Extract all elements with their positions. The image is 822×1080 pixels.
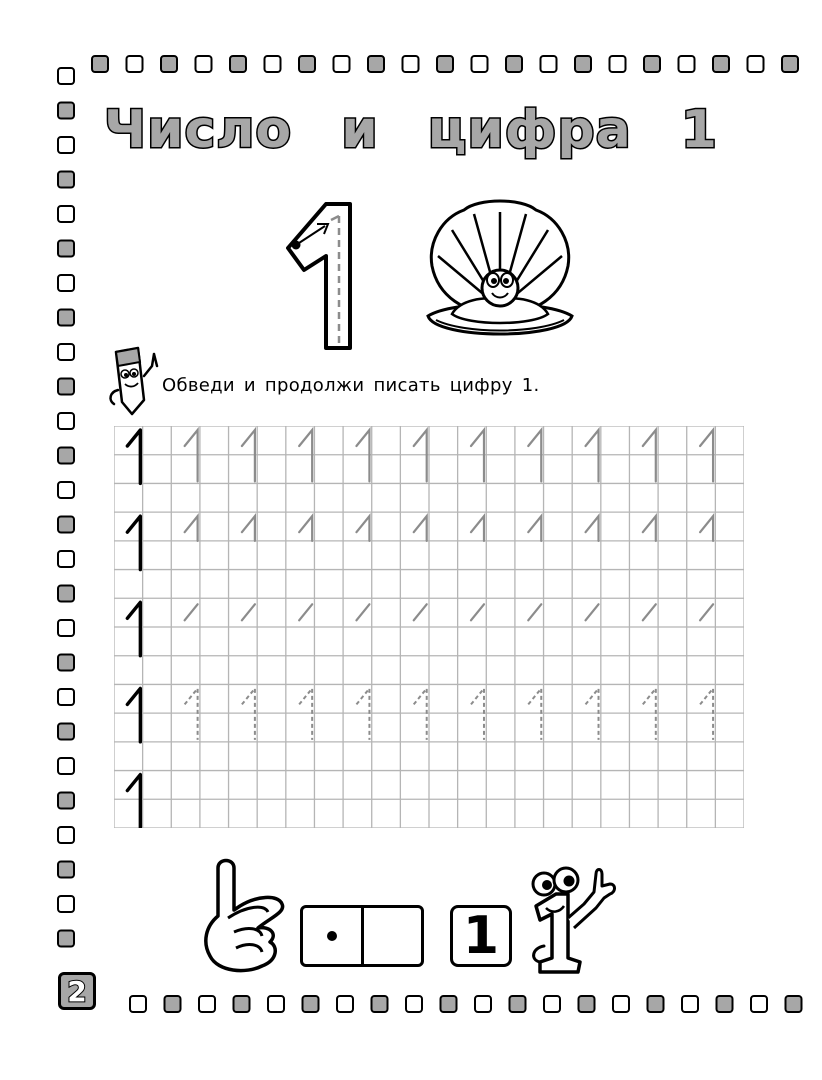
tracing-stroke xyxy=(185,604,198,620)
border-square xyxy=(579,996,595,1012)
tracing-hook xyxy=(242,516,255,541)
border-square xyxy=(475,996,491,1012)
border-square xyxy=(713,56,729,72)
tracing-digit-one xyxy=(356,430,369,481)
sample-digit-one xyxy=(127,602,140,655)
border-square xyxy=(682,996,698,1012)
tracing-hook xyxy=(586,516,599,541)
tracing-hook xyxy=(299,516,312,541)
border-square xyxy=(644,56,660,72)
tracing-hook xyxy=(700,516,713,541)
tracing-digit-one xyxy=(242,430,255,481)
border-square xyxy=(58,206,74,222)
finger-hand-icon xyxy=(198,856,290,976)
sample-digit-one xyxy=(127,775,140,828)
border-square xyxy=(299,56,315,72)
border-square xyxy=(58,827,74,843)
border-square xyxy=(58,275,74,291)
digit-card xyxy=(450,905,512,967)
border-square xyxy=(196,56,212,72)
border-square xyxy=(58,482,74,498)
border-square xyxy=(334,56,350,72)
dashed-digit-one xyxy=(414,688,427,739)
tracing-digit-one xyxy=(299,430,312,481)
border-square xyxy=(717,996,733,1012)
tracing-digit-one xyxy=(643,430,656,481)
border-square xyxy=(58,241,74,257)
border-square xyxy=(748,56,764,72)
domino-pip xyxy=(327,931,337,941)
dashed-digit-one xyxy=(185,688,198,739)
shell-mascot-icon xyxy=(424,196,576,352)
border-square xyxy=(58,931,74,947)
border-square xyxy=(199,996,215,1012)
border-square xyxy=(58,413,74,429)
border-square xyxy=(372,996,388,1012)
tracing-stroke xyxy=(414,604,427,620)
border-square xyxy=(58,172,74,188)
border-square xyxy=(403,56,419,72)
border-square xyxy=(234,996,250,1012)
border-square xyxy=(406,996,422,1012)
border-square xyxy=(265,56,281,72)
border-square xyxy=(541,56,557,72)
border-square xyxy=(58,344,74,360)
border-square xyxy=(610,56,626,72)
domino-card xyxy=(300,905,424,967)
border-square xyxy=(58,586,74,602)
tracing-stroke xyxy=(471,604,484,620)
border-square xyxy=(58,517,74,533)
tracing-hook xyxy=(356,516,369,541)
border-square xyxy=(613,996,629,1012)
practice-grid xyxy=(114,426,744,828)
border-square xyxy=(58,896,74,912)
domino-right-half xyxy=(364,908,422,964)
sample-digit-one xyxy=(127,688,140,741)
tracing-stroke xyxy=(528,604,541,620)
border-square xyxy=(58,379,74,395)
border-square xyxy=(127,56,143,72)
border-square xyxy=(303,996,319,1012)
dashed-digit-one xyxy=(471,688,484,739)
instruction-text: Обведи и продолжи писать цифру 1. xyxy=(162,375,540,396)
border-square xyxy=(58,793,74,809)
sample-digit-one xyxy=(127,516,140,569)
tracing-hook xyxy=(414,516,427,541)
dashed-digit-one xyxy=(242,688,255,739)
traced-big-one-icon xyxy=(282,198,362,356)
border-square xyxy=(782,56,798,72)
border-square xyxy=(58,310,74,326)
border-square xyxy=(58,620,74,636)
border-square xyxy=(58,758,74,774)
border-square xyxy=(679,56,695,72)
border-square xyxy=(58,655,74,671)
tracing-digit-one xyxy=(414,430,427,481)
border-square xyxy=(337,996,353,1012)
tracing-stroke xyxy=(356,604,369,620)
border-square xyxy=(92,56,108,72)
tracing-digit-one xyxy=(700,430,713,481)
border-square xyxy=(161,56,177,72)
border-square xyxy=(58,724,74,740)
dashed-digit-one xyxy=(643,688,656,739)
tracing-digit-one xyxy=(586,430,599,481)
border-square xyxy=(510,996,526,1012)
tracing-hook xyxy=(185,516,198,541)
dashed-digit-one xyxy=(528,688,541,739)
tracing-stroke xyxy=(643,604,656,620)
border-square xyxy=(472,56,488,72)
border-square xyxy=(58,551,74,567)
border-square xyxy=(648,996,664,1012)
tracing-hook xyxy=(471,516,484,541)
dashed-digit-one xyxy=(700,688,713,739)
border-square xyxy=(437,56,453,72)
pencil-mascot-icon xyxy=(104,346,162,418)
tracing-stroke xyxy=(700,604,713,620)
border-square xyxy=(751,996,767,1012)
border-square xyxy=(368,56,384,72)
page-title: Число и цифра 1 xyxy=(104,100,718,160)
border-square xyxy=(786,996,802,1012)
border-square xyxy=(544,996,560,1012)
page-number-badge xyxy=(58,972,96,1010)
border-square xyxy=(58,68,74,84)
sample-digit-one xyxy=(127,430,140,483)
border-square xyxy=(58,448,74,464)
dashed-digit-one xyxy=(586,688,599,739)
domino-left-half xyxy=(303,908,364,964)
tracing-digit-one xyxy=(185,430,198,481)
border-square xyxy=(130,996,146,1012)
number-one-mascot-icon xyxy=(522,858,622,978)
tracing-digit-one xyxy=(471,430,484,481)
border-square xyxy=(58,862,74,878)
border-square xyxy=(268,996,284,1012)
tracing-stroke xyxy=(586,604,599,620)
border-square xyxy=(575,56,591,72)
border-square xyxy=(506,56,522,72)
border-square xyxy=(230,56,246,72)
digit-card-number: 1 xyxy=(462,906,500,966)
dashed-digit-one xyxy=(299,688,312,739)
dashed-digit-one xyxy=(356,688,369,739)
tracing-stroke xyxy=(299,604,312,620)
tracing-digit-one xyxy=(528,430,541,481)
tracing-stroke xyxy=(242,604,255,620)
page-number: 2 xyxy=(67,974,87,1008)
tracing-hook xyxy=(528,516,541,541)
border-square xyxy=(441,996,457,1012)
border-square xyxy=(165,996,181,1012)
border-square xyxy=(58,689,74,705)
tracing-hook xyxy=(643,516,656,541)
